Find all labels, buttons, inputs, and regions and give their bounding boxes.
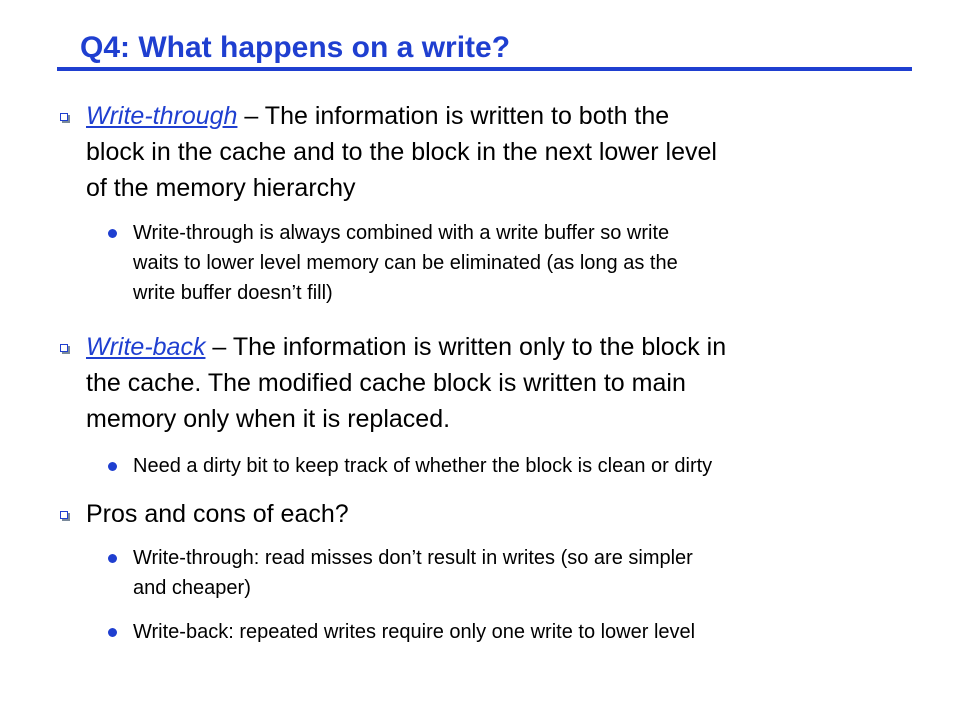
square-bullet-icon bbox=[60, 511, 68, 519]
sub-bullet-line: and cheaper) bbox=[133, 577, 251, 599]
sub-bullet-write-back-pros bbox=[133, 617, 913, 647]
term-write-back: Write-back bbox=[86, 333, 206, 361]
bullet-write-through bbox=[86, 98, 916, 206]
title-underline bbox=[57, 67, 912, 71]
sub-bullet-write-through-pros bbox=[133, 543, 913, 603]
bullet-text: – The information is written only to the block in bbox=[205, 333, 727, 361]
square-bullet-icon bbox=[60, 344, 68, 352]
bullet-text: – The information is written to both the bbox=[237, 102, 670, 130]
sub-bullet-line: Write-through: read misses don’t result in writes (so are simpler bbox=[133, 547, 693, 569]
bullet-write-back bbox=[86, 329, 916, 437]
term-write-through: Write-through bbox=[86, 102, 238, 130]
bullet-line: block in the cache and to the block in the next lower level bbox=[86, 138, 717, 166]
sub-bullet-line: Write-through is always combined with a write buffer so write bbox=[133, 222, 670, 244]
round-bullet-icon bbox=[108, 628, 117, 637]
round-bullet-icon bbox=[108, 554, 117, 563]
square-bullet-icon bbox=[60, 113, 68, 121]
sub-bullet-line: Need a dirty bit to keep track of whether the block is clean or dirty bbox=[133, 455, 713, 477]
sub-bullet-line: waits to lower level memory can be eliminated (as long as the bbox=[133, 252, 678, 274]
bullet-line: Pros and cons of each? bbox=[86, 500, 349, 528]
round-bullet-icon bbox=[108, 462, 117, 471]
sub-bullet-dirty-bit bbox=[133, 451, 913, 481]
bullet-line bbox=[86, 329, 916, 365]
bullet-line: of the memory hierarchy bbox=[86, 174, 356, 202]
bullet-line: memory only when it is replaced. bbox=[86, 405, 451, 433]
sub-bullet-line: Write-back: repeated writes require only one write to lower level bbox=[133, 621, 696, 643]
slide-title: Q4: What happens on a write? bbox=[80, 31, 511, 64]
bullet-line: the cache. The modified cache block is written to main bbox=[86, 369, 686, 397]
round-bullet-icon bbox=[108, 229, 117, 238]
bullet-line bbox=[86, 98, 916, 134]
bullet-pros-cons bbox=[86, 496, 916, 532]
sub-bullet-line: write buffer doesn’t fill) bbox=[133, 282, 333, 304]
sub-bullet-write-buffer bbox=[133, 218, 913, 308]
